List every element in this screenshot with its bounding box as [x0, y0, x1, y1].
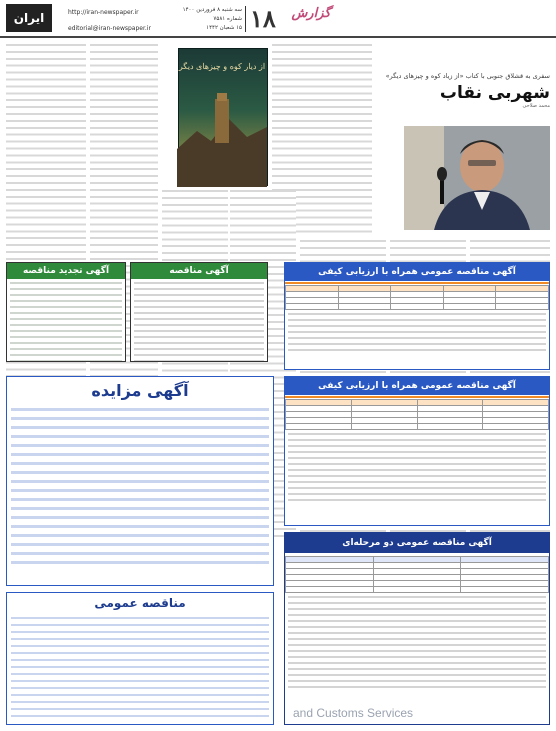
tender-notice-title-2: آگهی مناقصه عمومی همراه با ارزیابی کیفی: [285, 377, 549, 395]
page-number: ۱۸: [250, 4, 276, 33]
two-stage-tender-title: آگهی مناقصه عمومی دو مرحله‌ای: [285, 533, 549, 553]
tender-renewal-ad: [6, 262, 126, 362]
section-name: گزارش: [291, 6, 331, 21]
tender-notice-table: [285, 285, 549, 310]
issue-hijri-date: ۱۵ شعبان ۱۴۴۲: [206, 25, 242, 31]
masthead: [0, 0, 556, 38]
article-headline: شهربی نقاب: [439, 83, 550, 103]
article-kicker: سفری به قشلاق جنوبی با کتاب «از زیاد کوه و چیزهای دیگر»: [385, 72, 550, 80]
newspaper-logo: ایران: [6, 4, 52, 32]
auction-ad: [6, 376, 274, 586]
masthead-divider: [245, 6, 246, 32]
tender-notice-table-2: [285, 399, 549, 430]
website-url: http://iran-newspaper.ir: [68, 9, 139, 16]
tender-notice-ad: [284, 262, 550, 370]
email-address: editorial@iran-newspaper.ir: [68, 25, 151, 32]
page-watermark: and Customs Services: [293, 706, 414, 720]
issue-meta: [180, 6, 242, 33]
tender-ad: [130, 262, 268, 362]
tender-notice-ad-2: [284, 376, 550, 526]
auction-title: آگهی مزایده: [91, 381, 189, 400]
issue-number: شماره ۷۵۸۱: [213, 16, 242, 22]
tender-renewal-title: آگهی تجدید مناقصه: [7, 263, 125, 279]
issue-date: سه شنبه ۸ فروردین ۱۴۰۰: [182, 7, 242, 13]
public-tender-ad: [6, 592, 274, 725]
tender-notice-title: آگهی مناقصه عمومی همراه با ارزیابی کیفی: [285, 263, 549, 281]
two-stage-tender-ad: [284, 532, 550, 725]
speaker-photo: [404, 126, 550, 230]
article-byline: محمد صلاحی: [522, 103, 550, 109]
public-tender-title: مناقصه عمومی: [94, 596, 186, 610]
book-cover: [178, 48, 268, 186]
two-stage-tender-table: [285, 556, 549, 593]
book-cover-title: از دیار کوه و چیزهای دیگر: [178, 62, 266, 71]
tender-title: آگهی مناقصه: [131, 263, 267, 279]
